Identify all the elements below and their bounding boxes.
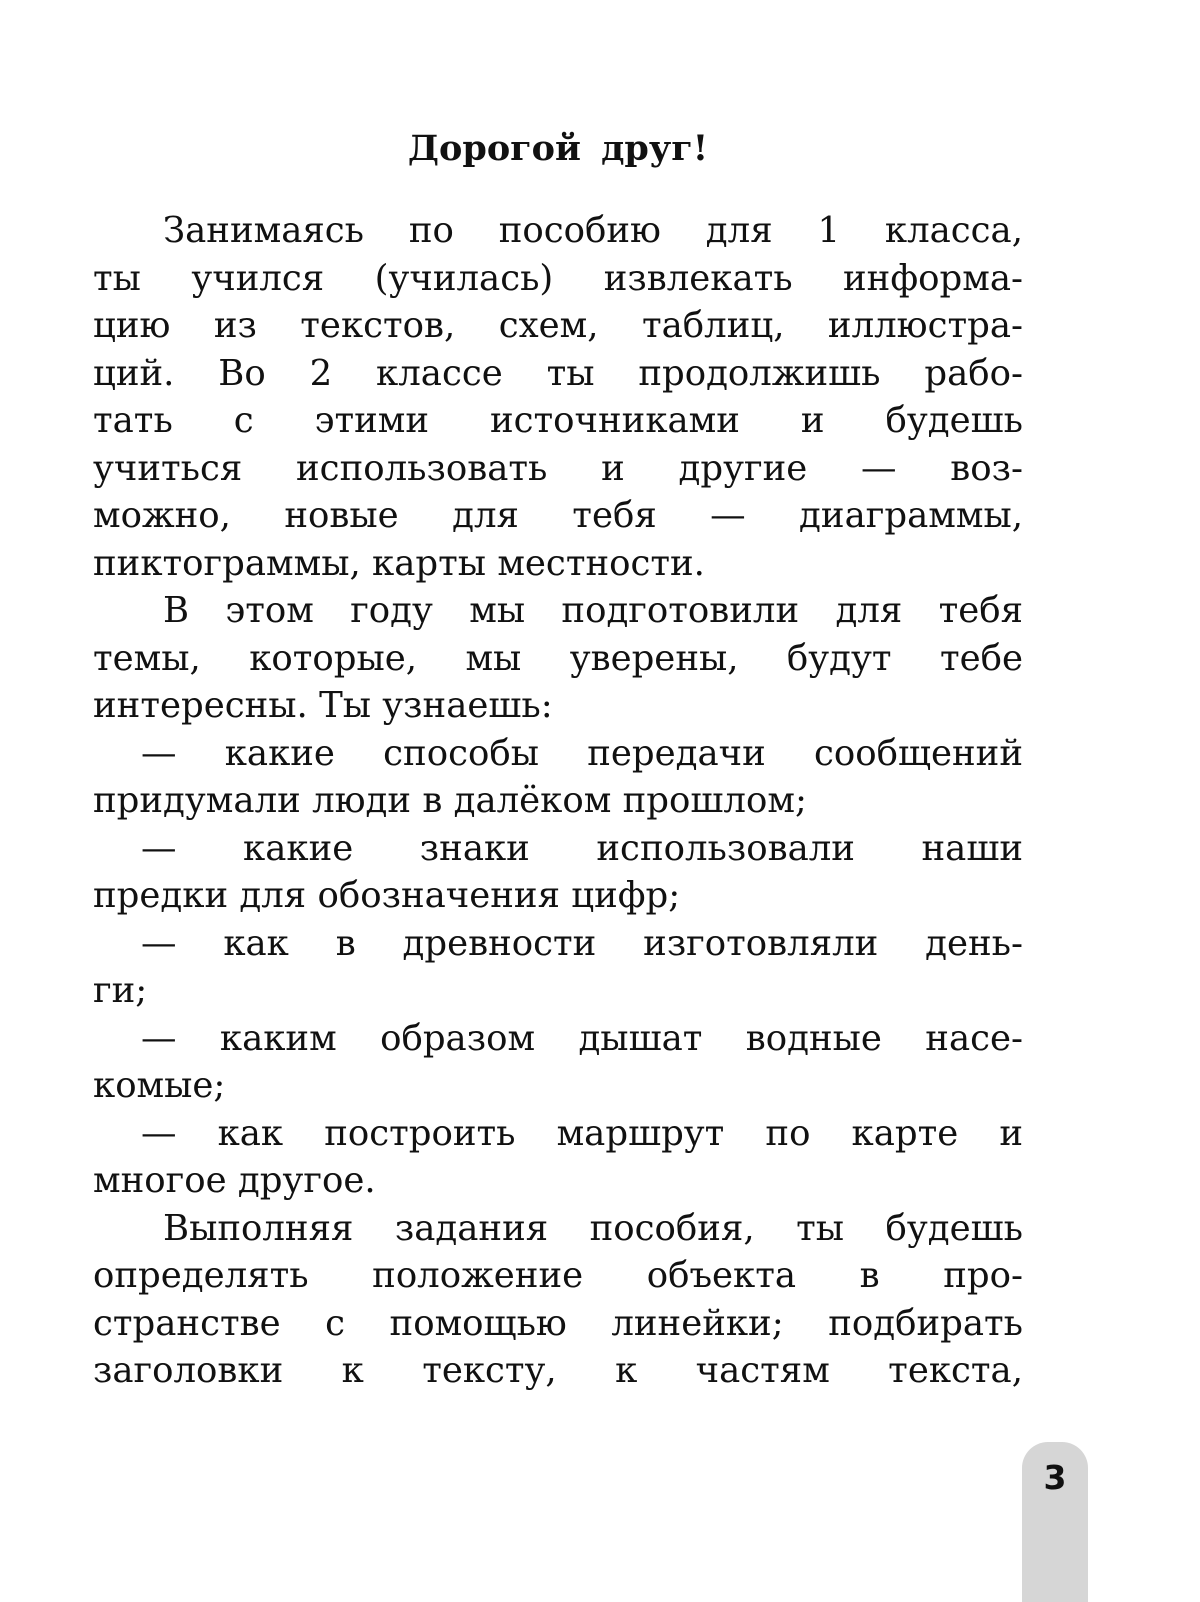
page-title: Дорогой друг! <box>407 128 709 169</box>
text-line: Занимаясь по пособию для 1 класса, <box>163 210 1023 251</box>
text-line: комые; <box>93 1065 226 1106</box>
page-number-tab <box>1022 1442 1088 1602</box>
text-line: ты учился (училась) извлекать информа- <box>93 257 1023 299</box>
text-line: темы, которые, мы уверены, будут тебе <box>93 637 1023 679</box>
body-text <box>93 207 1023 1395</box>
page-number: 3 <box>1043 1458 1067 1497</box>
text-line: заголовки к тексту, к частям текста, <box>93 1350 1023 1391</box>
list-item: — какие способы передачи сообщений <box>141 732 1023 774</box>
text-line: Выполняя задания пособия, ты будешь <box>163 1207 1023 1249</box>
text-line: странстве с помощью линейки; подбирать <box>93 1302 1023 1344</box>
text-line: определять положение объекта в про- <box>93 1255 1023 1296</box>
text-line: интересны. Ты узнаешь: <box>93 685 553 726</box>
text-line: учиться использовать и другие — воз- <box>93 447 1023 489</box>
list-item: — какие знаки использовали наши <box>141 827 1023 869</box>
text-line: пиктограммы, карты местности. <box>93 542 705 584</box>
text-line: придумали люди в далёком прошлом; <box>93 780 807 821</box>
text-line: можно, новые для тебя — диаграммы, <box>93 495 1023 536</box>
text-line: предки для обозначения цифр; <box>93 875 681 916</box>
text-line: ций. Во 2 классе ты продолжишь рабо- <box>93 352 1023 394</box>
list-item: — как построить маршрут по карте и <box>141 1112 1023 1154</box>
text-line: цию из текстов, схем, таблиц, иллюстра- <box>93 305 1023 346</box>
text-line: многое другое. <box>93 1160 376 1201</box>
text-line: тать с этими источниками и будешь <box>93 400 1023 441</box>
text-line: В этом году мы подготовили для тебя <box>163 590 1023 631</box>
text-line: ги; <box>93 970 148 1011</box>
list-item: — как в древности изготовляли день- <box>141 922 1023 964</box>
list-item: — каким образом дышат водные насе- <box>141 1017 1023 1059</box>
